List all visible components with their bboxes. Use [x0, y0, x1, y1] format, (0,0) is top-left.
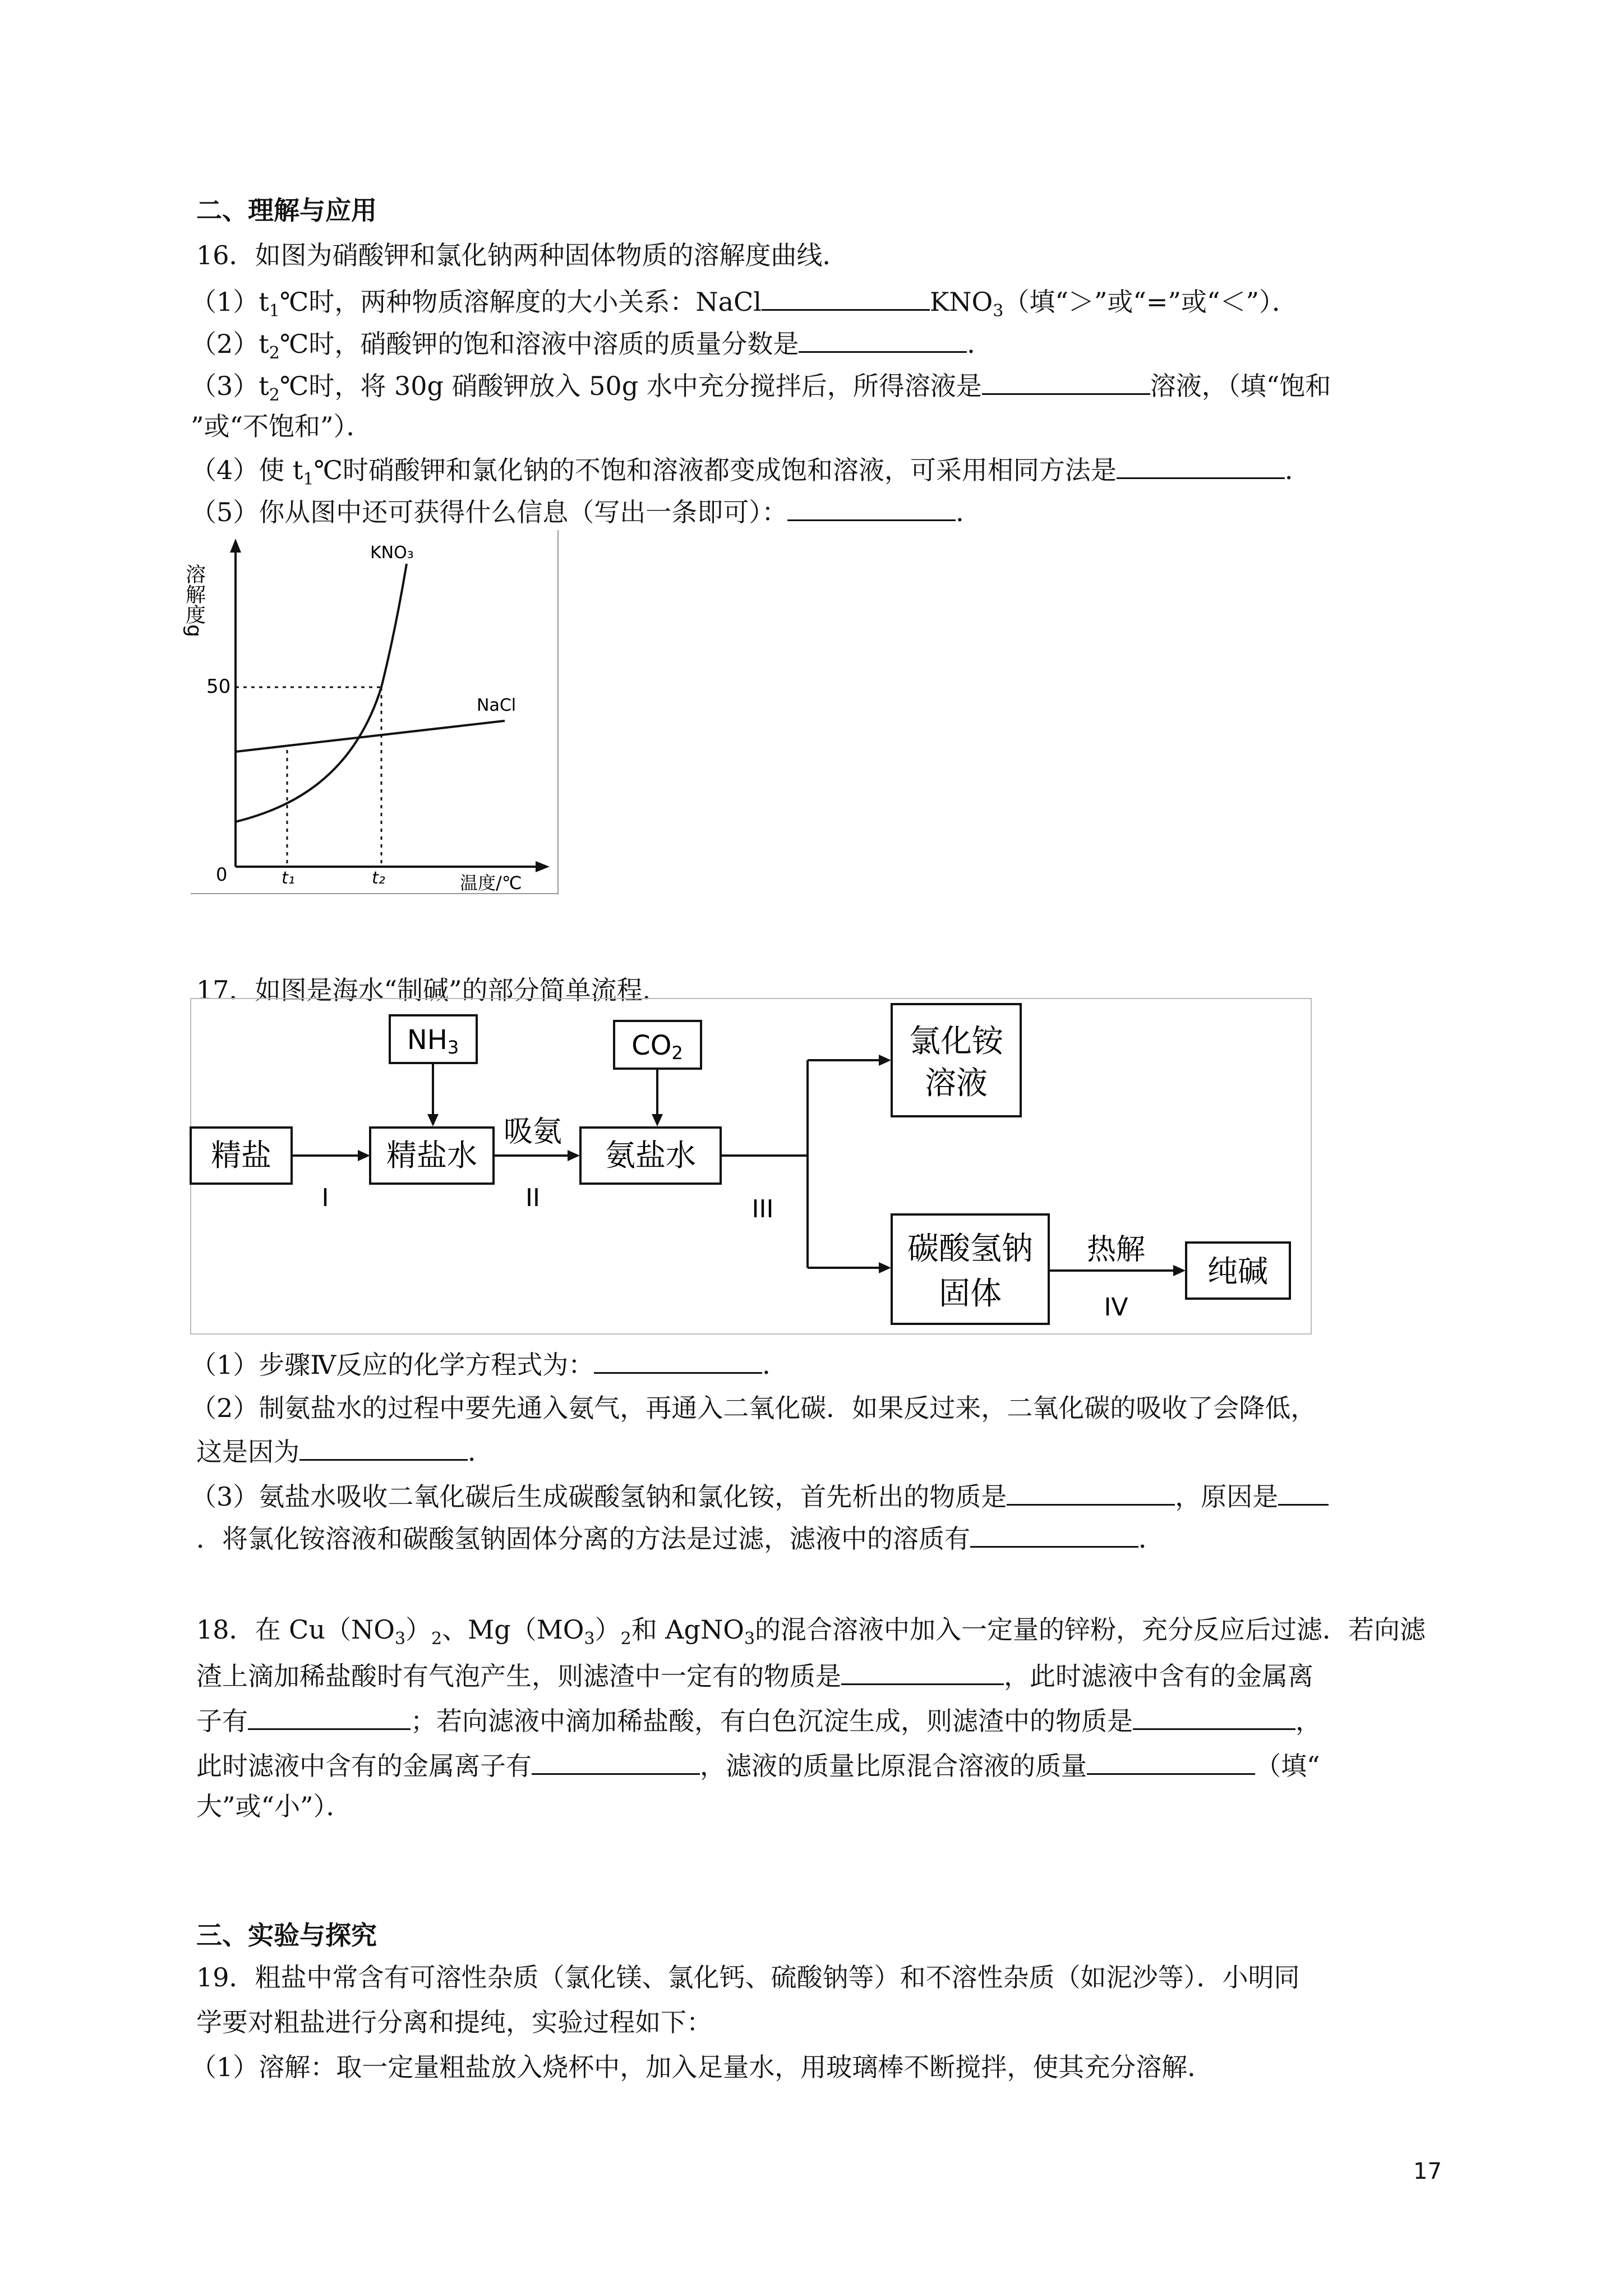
q16-part3: $(3)t_2℃$时，将 30g 硝酸钾放入 50g 水中充分搅拌后，所得溶液是 溶液，（填“饱和 [191, 367, 1331, 412]
q17-part2: （2）制氨盐水的过程中要先通入氨气，再通入二氧化碳．如果反过来，二氧化碳的吸收了会降低， [191, 1393, 1317, 1423]
answer-blank[interactable] [1087, 1747, 1255, 1775]
series-kno3-label: KNO₃ [370, 543, 414, 563]
q19-line3: （1）溶解：取一定量粗盐放入烧杯中，加入足量水，用玻璃棒不断搅拌，使其充分溶解． [191, 2052, 1214, 2082]
answer-blank[interactable] [841, 1658, 1004, 1685]
box-lvhuaan-label-1: 氯化铵 [909, 1023, 1003, 1060]
step-label-4: IV [1104, 1293, 1128, 1322]
x-axis-label: 温度/℃ [460, 872, 522, 894]
step-label-rejie: 热解 [1086, 1233, 1146, 1267]
soda-process-flowchart [191, 999, 1312, 1335]
answer-blank[interactable] [594, 1346, 762, 1374]
box-tansuanqingna-label-2: 固体 [939, 1276, 1002, 1312]
answer-blank[interactable] [799, 325, 967, 353]
y-tick-50: 50 [206, 675, 231, 698]
q17-part3: （3）氨盐水吸收二氧化碳后生成碳酸氢钠和氯化铵，首先析出的物质是 ，原因是 [191, 1478, 1329, 1513]
q19-line1: 19．粗盐中常含有可溶性杂质（氯化镁、氯化钙、硫酸钠等）和不溶性杂质（如泥沙等）．小明同 [196, 1962, 1300, 1993]
x-tick-t2: t₂ [372, 868, 385, 888]
q18-line5: 大”或“小”）． [196, 1791, 352, 1821]
box-nh3-label: NH3 [407, 1024, 459, 1058]
answer-blank[interactable] [787, 494, 956, 521]
box-jingyanshui-label: 精盐水 [386, 1138, 477, 1173]
page-number: 17 [1413, 2159, 1442, 2184]
section-heading-2: 二、理解与应用 [196, 195, 377, 226]
series-nacl-line [236, 721, 505, 752]
q18-line4: 此时滤液中含有的金属离子有 ，滤液的质量比原混合溶液的质量 （填“ [196, 1747, 1320, 1783]
box-tansuanqingna-label-1: 碳酸氢钠 [907, 1231, 1033, 1267]
q16-part5: （5）你从图中还可获得什么信息（写出一条即可）： ． [191, 494, 981, 529]
section-heading-3: 三、实验与探究 [196, 1920, 377, 1950]
q17-part2-cont: 这是因为 ． [196, 1433, 494, 1469]
q18-line3: 子有 ；若向滤液中滴加稀盐酸，有白色沉淀生成，则滤渣中的物质是 ， [196, 1703, 1321, 1738]
q17-stem: 17．如图是海水“制碱”的部分简单流程． [196, 975, 668, 1005]
answer-blank[interactable] [970, 1520, 1138, 1548]
answer-blank[interactable] [299, 1433, 468, 1461]
answer-blank[interactable] [1278, 1478, 1329, 1506]
answer-blank[interactable] [762, 283, 930, 311]
box-anyanshui-label: 氨盐水 [605, 1138, 696, 1173]
q16-part4: （4）使 $t_1℃$时硝酸钾和氯化钠的不饱和溶液都变成饱和溶液，可采用相同方法是 ． [191, 452, 1311, 496]
answer-blank[interactable] [1117, 452, 1285, 479]
solubility-chart [182, 530, 561, 895]
answer-blank[interactable] [982, 367, 1150, 395]
box-co2-label: CO2 [631, 1030, 683, 1064]
q18-line2: 渣上滴加稀盐酸时有气泡产生，则滤渣中一定有的物质是 ，此时滤液中含有的金属离 [196, 1658, 1313, 1693]
q16-part2: $(2)t_2℃$时，硝酸钾的饱和溶液中溶质的质量分数是 ． [191, 325, 993, 370]
y-axis-label: 溶解度g [182, 564, 206, 637]
answer-blank[interactable] [1133, 1703, 1295, 1730]
answer-blank[interactable] [248, 1703, 411, 1730]
box-jingyan-label: 精盐 [211, 1138, 271, 1173]
q16-part3-cont: ”或“不饱和”）． [191, 411, 372, 441]
answer-blank[interactable] [1007, 1478, 1175, 1506]
series-nacl-label: NaCl [477, 696, 517, 715]
box-lvhuaan-label-2: 溶液 [925, 1065, 988, 1102]
y-axis-arrow [230, 539, 241, 553]
x-axis-arrow [536, 861, 550, 872]
q16-stem: 16．如图为硝酸钾和氯化钠两种固体物质的溶解度曲线． [196, 240, 849, 270]
step-label-1: I [321, 1184, 329, 1212]
step-label-3: III [751, 1195, 774, 1223]
x-tick-t1: t₁ [282, 868, 295, 888]
step-label-xian: 吸氨 [503, 1115, 562, 1149]
q17-part3-cont: ．将氯化铵溶液和碳酸氢钠固体分离的方法是过滤，滤液中的溶质有 ． [196, 1520, 1164, 1556]
box-chunjian-label: 纯碱 [1207, 1254, 1268, 1289]
answer-blank[interactable] [532, 1747, 700, 1775]
q19-line2: 学要对粗盐进行分离和提纯，实验过程如下： [196, 2007, 712, 2037]
q17-part1: （1）步骤Ⅳ反应的化学方程式为： ． [191, 1346, 788, 1382]
q16-part1: $(1)t_1℃$时，两种物质溶解度的大小关系：NaCl $KNO_3$（填“＞”或“=”或“＜”）． [191, 283, 1298, 328]
q18-line1: 18．在 $Cu(NO_3)_2$、$Mg(MO_3)_2$和 AgNO$_3$的混合溶液中加入一定量的锌粉，充分反应后过滤．若向滤 [196, 1614, 1426, 1649]
origin-label: 0 [216, 864, 228, 885]
step-label-2: II [525, 1184, 540, 1212]
